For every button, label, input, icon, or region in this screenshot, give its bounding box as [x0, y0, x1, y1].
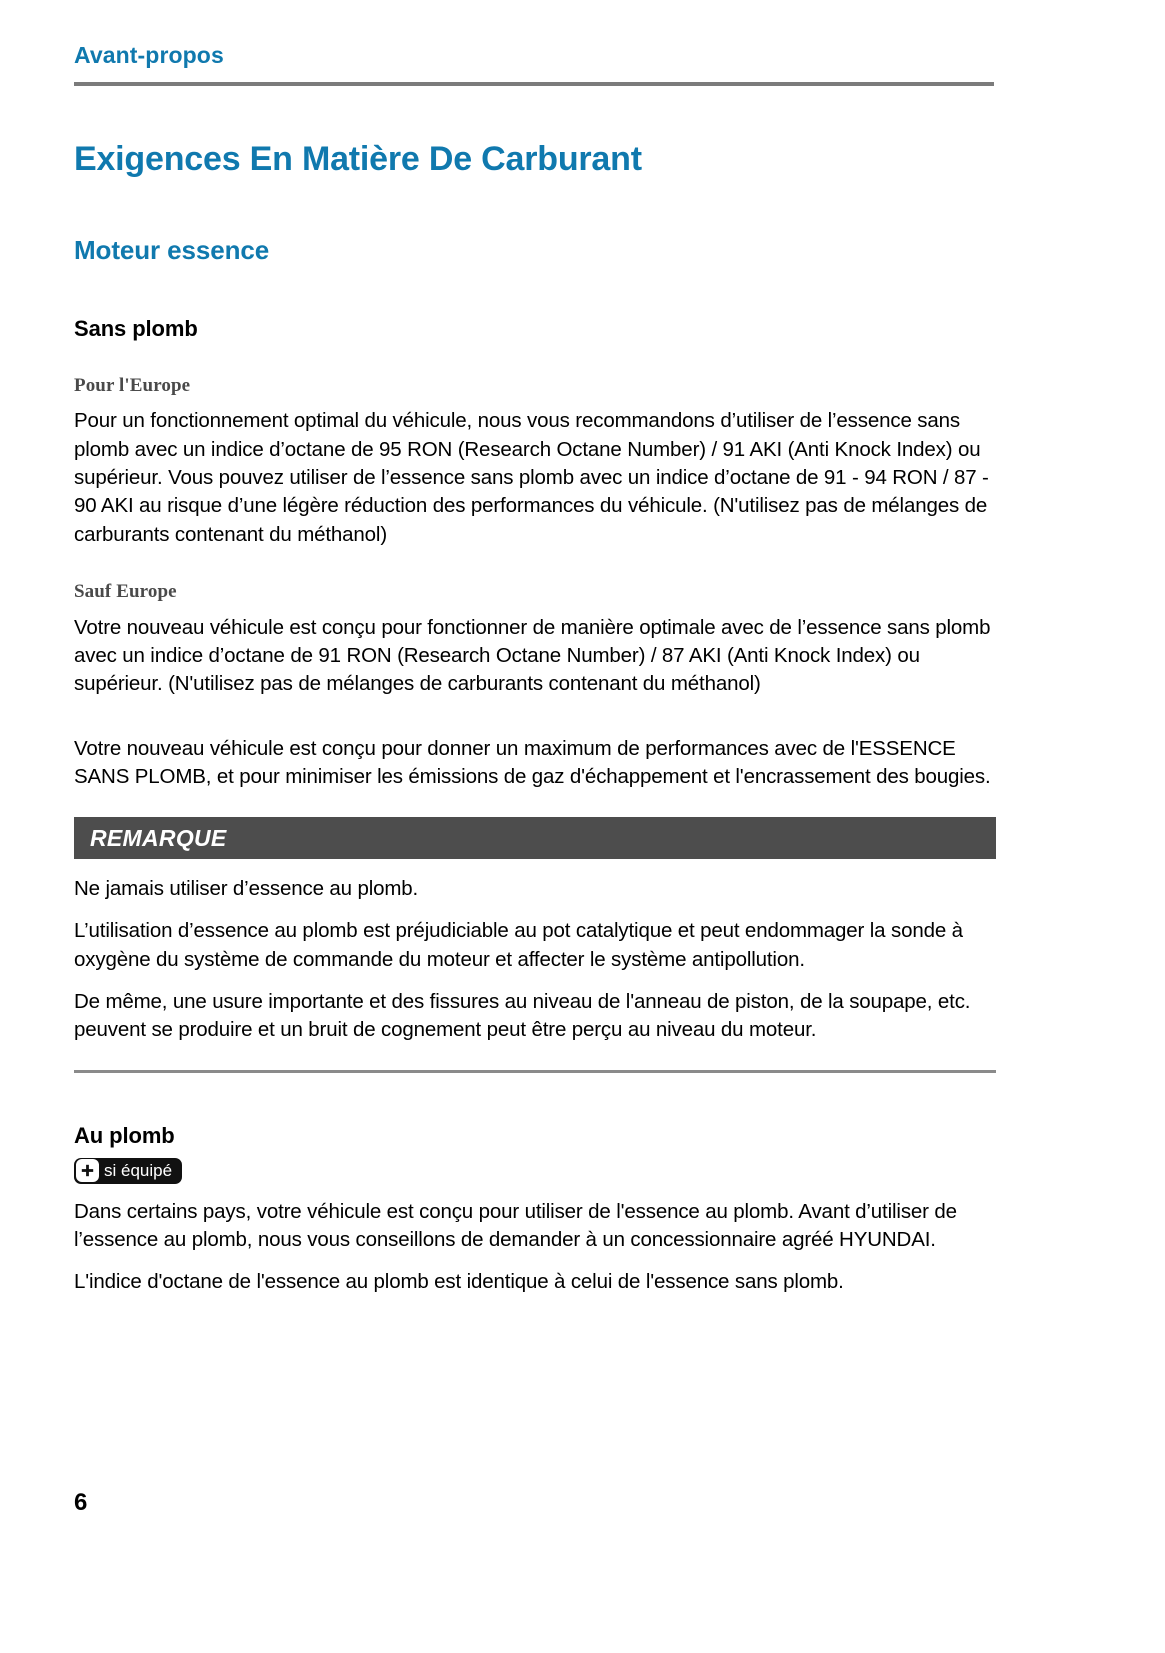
plus-icon [76, 1159, 99, 1182]
paragraph-europe-fuel: Pour un fonctionnement optimal du véhicule, nous vous recommandons d’utiliser de l’essence sans plomb avec un indice d’octane de 95 RON (Research Octane Number) / 91 AKI (Anti Knock Index) ou supérieur. Vous pouvez utiliser de l’essence sans plomb avec un indice d’octane de 91 - 94 RON / 87 - 90 AKI au risque d’une légère réduction des performances du véhicule. (N'utilisez pas de mélanges de carburants contenant du méthanol) [74, 409, 989, 546]
region-label-pour-l-europe: Pour l'Europe [74, 374, 191, 396]
section-title-moteur-essence: Moteur essence [74, 235, 270, 266]
note-paragraph-2: L’utilisation d’essence au plomb est préjudiciable au pot catalytique et peut endommager la sonde à oxygène du système de commande du moteur et affecter le système antipollution. [74, 919, 963, 971]
si-equipe-badge [74, 1158, 182, 1184]
note-banner-label: REMARQUE [90, 824, 227, 851]
note-divider [74, 1070, 996, 1073]
option-badge-row [74, 1158, 996, 1184]
running-header-title: Avant-propos [74, 42, 224, 68]
note-paragraph-3: De même, une usure importante et des fissures au niveau de l'anneau de piston, de la soupape, etc. peuvent se produire et un bruit de cognement peut être perçu au niveau du moteur. [74, 989, 971, 1042]
note-paragraph-1: Ne jamais utiliser d’essence au plomb. [74, 877, 419, 901]
subsection-title-sans-plomb: Sans plomb [74, 316, 198, 342]
paragraph-leaded-2: L'indice d'octane de l'essence au plomb est identique à celui de l'essence sans plomb. [74, 1270, 844, 1294]
page-content [74, 140, 996, 1297]
si-equipe-badge-label: si équipé [104, 1161, 173, 1181]
paragraph-except-europe-fuel: Votre nouveau véhicule est conçu pour fonctionner de manière optimale avec de l’essence sans plomb avec un indice d’octane de 91 RON (Research Octane Number) / 87 AKI (Anti Knock Index) ou supérieur. (N'utilisez pas de mélanges de carburants contenant du méthanol) [74, 615, 991, 696]
paragraph-leaded-1: Dans certains pays, votre véhicule est conçu pour utiliser de l'essence au plomb. Avant d’utiliser de l’essence au plomb, nous vous conseillons de demander à un concessionnaire agréé HYUNDAI. [74, 1199, 957, 1252]
subsection-title-au-plomb: Au plomb [74, 1123, 175, 1149]
header-divider [74, 82, 994, 86]
page-number: 6 [74, 1489, 88, 1516]
paragraph-performance: Votre nouveau véhicule est conçu pour donner un maximum de performances avec de l'ESSENCE SANS PLOMB, et pour minimiser les émissions de gaz d'échappement et l'encrassement des bougies. [74, 736, 991, 788]
page-title: Exigences En Matière De Carburant [74, 140, 642, 178]
note-block-remarque [74, 817, 996, 1073]
note-banner [74, 817, 996, 859]
region-label-sauf-europe: Sauf Europe [74, 580, 177, 602]
running-header [74, 42, 994, 86]
note-body [74, 859, 996, 1044]
